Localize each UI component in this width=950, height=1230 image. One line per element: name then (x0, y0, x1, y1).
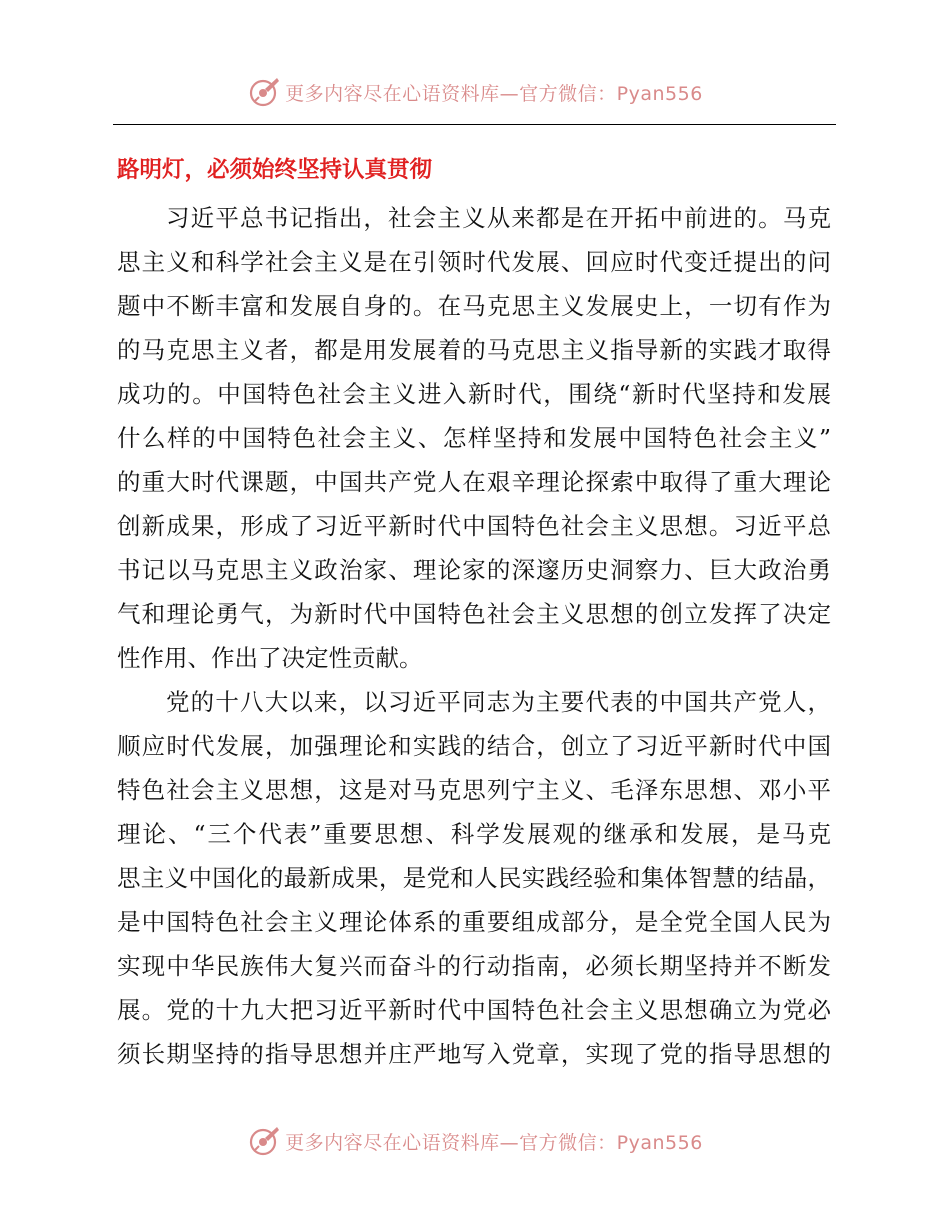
pen-logo-icon (247, 1124, 281, 1158)
paragraph-1-line: 书记以马克思主义政治家、理论家的深邃历史洞察力、巨大政治勇 (117, 556, 831, 584)
paragraph-1-line: 什么样的中国特色社会主义、怎样坚持和发展中国特色社会主义” (117, 424, 831, 452)
paragraph-2-line: 党的十八大以来，以习近平同志为主要代表的中国共产党人， (166, 688, 831, 716)
paragraph-1-line: 的马克思主义者，都是用发展着的马克思主义指导新的实践才取得 (117, 336, 831, 364)
paragraph-1-line: 成功的。中国特色社会主义进入新时代，围绕“新时代坚持和发展 (117, 380, 831, 408)
paragraph-1-line: 气和理论勇气，为新时代中国特色社会主义思想的创立发挥了决定 (117, 600, 831, 628)
header-watermark-text: 更多内容尽在心语资料库—官方微信：Pyan556 (285, 82, 703, 105)
paragraph-1-line: 性作用、作出了决定性贡献。 (117, 644, 423, 672)
pen-logo-icon (247, 75, 281, 109)
paragraph-2-line: 理论、“三个代表”重要思想、科学发展观的继承和发展，是马克 (117, 820, 831, 848)
paragraph-2-line: 顺应时代发展，加强理论和实践的结合，创立了习近平新时代中国 (117, 732, 831, 760)
section-heading: 路明灯，必须始终坚持认真贯彻 (117, 157, 433, 183)
paragraph-2-line: 展。党的十九大把习近平新时代中国特色社会主义思想确立为党必 (117, 996, 831, 1024)
paragraph-1-line: 思主义和科学社会主义是在引领时代发展、回应时代变迁提出的问 (117, 248, 831, 276)
header-watermark (0, 72, 950, 112)
paragraph-1-line: 题中不断丰富和发展自身的。在马克思主义发展史上，一切有作为 (117, 292, 831, 320)
header-divider (113, 124, 836, 125)
paragraph-2-line: 特色社会主义思想，这是对马克思列宁主义、毛泽东思想、邓小平 (117, 776, 831, 804)
paragraph-2-line: 须长期坚持的指导思想并庄严地写入党章，实现了党的指导思想的 (117, 1040, 831, 1068)
paragraph-2-line: 是中国特色社会主义理论体系的重要组成部分，是全党全国人民为 (117, 908, 831, 936)
paragraph-1-line: 的重大时代课题，中国共产党人在艰辛理论探索中取得了重大理论 (117, 468, 831, 496)
footer-watermark (0, 1121, 950, 1161)
paragraph-1-line: 创新成果，形成了习近平新时代中国特色社会主义思想。习近平总 (117, 512, 831, 540)
paragraph-2-line: 思主义中国化的最新成果，是党和人民实践经验和集体智慧的结晶， (117, 864, 831, 892)
footer-watermark-text: 更多内容尽在心语资料库—官方微信：Pyan556 (285, 1131, 703, 1154)
paragraph-2-line: 实现中华民族伟大复兴而奋斗的行动指南，必须长期坚持并不断发 (117, 952, 831, 980)
paragraph-1-line: 习近平总书记指出，社会主义从来都是在开拓中前进的。马克 (166, 204, 831, 232)
